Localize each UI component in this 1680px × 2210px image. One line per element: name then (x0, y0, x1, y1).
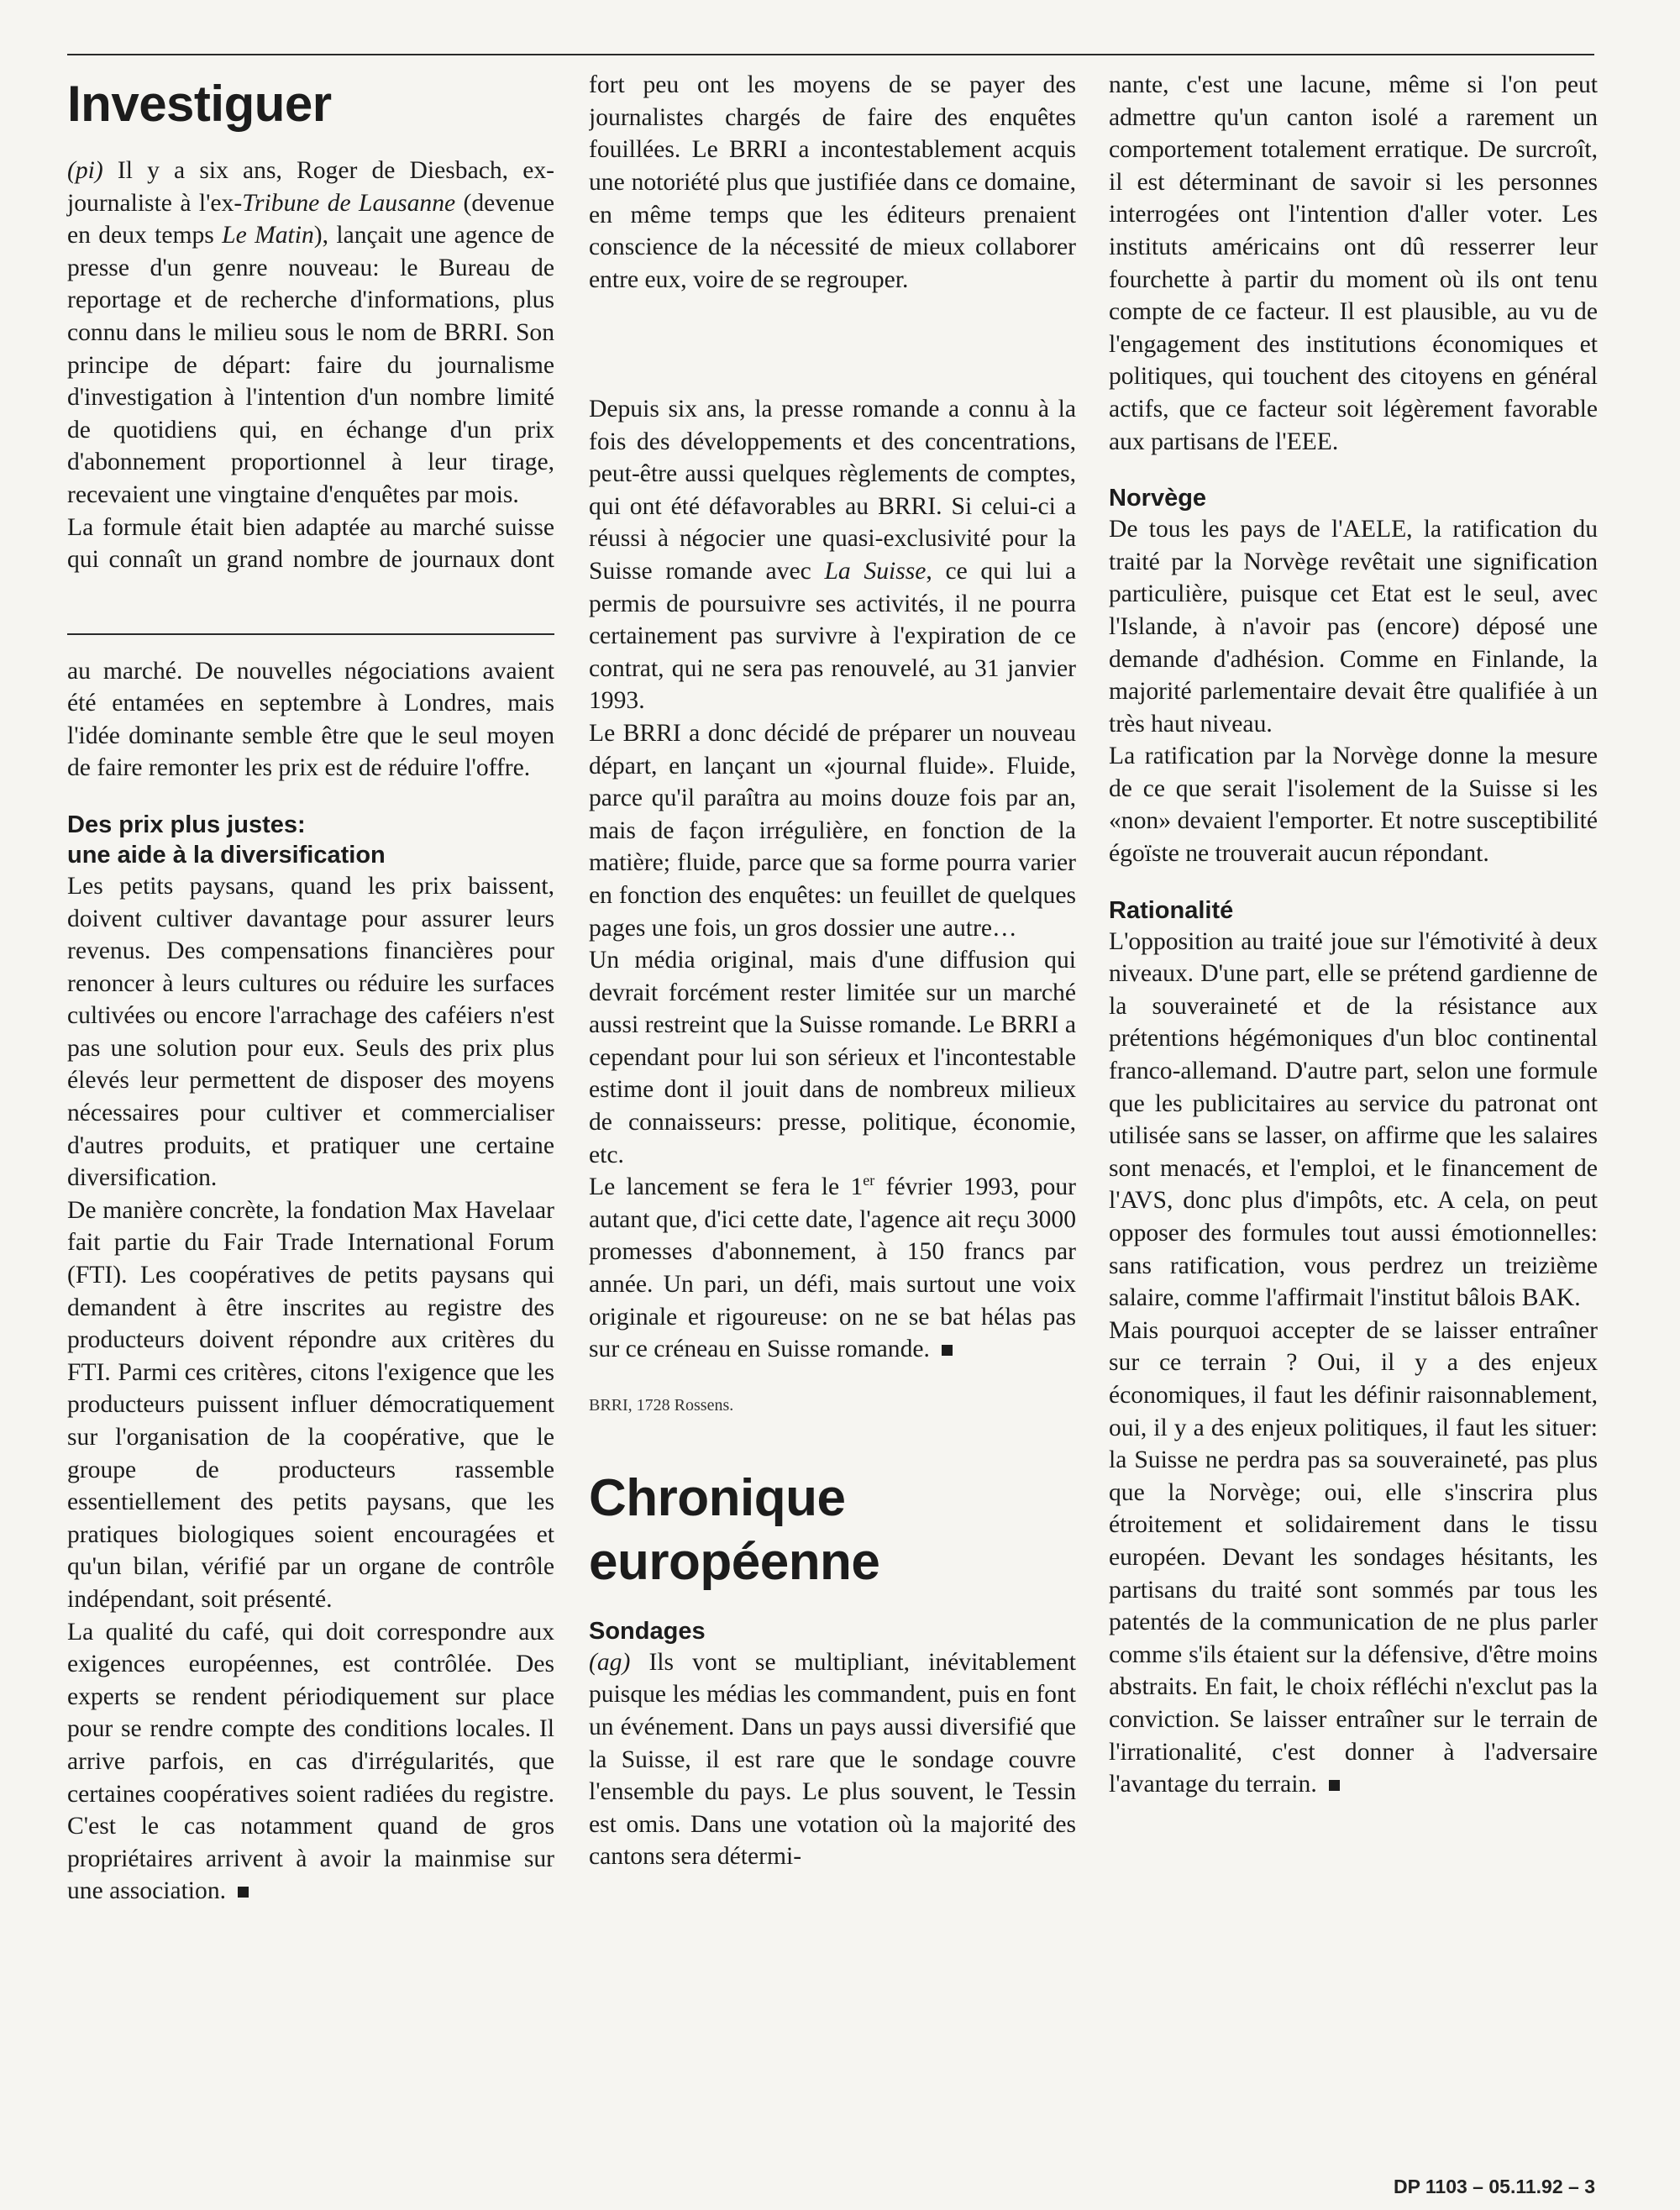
page-folio: DP 1103 – 05.11.92 – 3 (1393, 2176, 1595, 2197)
heading-prix-justes: Des prix plus justes: une aide à la diversification (67, 811, 386, 869)
chronique-paragraph-5: Mais pourquoi accepter de se laisser entraîner sur ce terrain ? Oui, il y a des enjeux économiques, il faut les définir raisonnablement, oui, il y a des enjeux politiques, il faut les situer: la Suisse ne perdra pas sa souveraineté, pas plus que la Norvège; oui, elle s'inscrira plus étroitement et solidairement dans le tissu européen. Devant les sondages hésitants, les partisans du traité sont sommés par tous les patentés de la communication de ne plus parler comme s'ils étaient sur la défensive, d'être moins abstraits. En fait, le choix réfléchi n'exclut pas la conviction. Se laisser entraîner sur le terrain de l'irrationalité, c'est donner à l'adversaire l'avantage du terrain. (1109, 1316, 1598, 1798)
chronique-paragraph-3: La ratification par la Norvège donne la mesure de ce que serait l'isolement de la Suisse si les «non» devaient l'emporter. Et notre susceptibilité égoïste ne trouverait aucun répondant. (1109, 743, 1598, 868)
column-3 (1109, 69, 1598, 1801)
investiguer-paragraph-2-cont: fort peu ont les moyens de se payer des journalistes chargés de faire des enquêtes fouillées. Le BRRI a incontestablement acquis une notoriété plus que justifiée dans ce domaine, en même temps que les éditeurs prenaient conscience de la nécessité de mieux collaborer entre eux, voire de se regrouper. (589, 71, 1076, 293)
investiguer-paragraph-5: Un média original, mais d'une diffusion qui devrait forcément rester limitée sur un marché aussi restreint que la Suisse romande. Le BRRI a cependant pour lui son sérieux et l'incontestable estime dont il jouit dans de nombreux milieux de connaisseurs: presse, politique, économie, etc. (589, 947, 1076, 1168)
cafe-paragraph-4: La qualité du café, qui doit correspondre aux exigences européennes, est contrôlée. Des experts se rendent périodiquement sur place pour se rendre compte des conditions locales. Il arrive parfois, en cas d'irrégularités, que certaines coopératives soient radiées du registre. C'est le cas notamment quand de gros propriétaires arrivent à avoir la mainmise sur une association. (67, 1618, 554, 1905)
column-2 (589, 69, 1076, 1873)
end-mark-icon (1329, 1780, 1340, 1791)
investiguer-paragraph-1: (pi) Il y a six ans, Roger de Diesbach, ex-journaliste à l'ex-Tribune de Lausanne (devenue en deux temps Le Matin), lançait une agence de presse d'un genre nouveau: le Bureau de reportage et de recherche d'informations, plus connu dans le milieu sous le nom de BRRI. Son principe de départ: faire du journalisme d'investigation à l'intention d'un nombre limité de quotidiens qui, en échange d'un prix d'abonnement proportionnel à leur tirage, recevaient une vingtaine d'enquêtes par mois. (67, 157, 555, 508)
chronique-paragraph-1-cont: nante, c'est une lacune, même si l'on peut admettre qu'un canton isolé a rarement un comportement totalement erratique. De surcroît, il est déterminant de savoir si les personnes interrogées ont l'intention d'aller voter. Les instituts américains ont dû resserrer leur fourchette à partir du moment où ils ont tenu compte de ce facteur. Il est plausible, au vu de l'engagement des institutions économiques et politiques, qui touchent des citoyens en général actifs, que ce facteur soit légèrement favorable aux partisans de l'EEE. (1109, 71, 1598, 455)
heading-rationalite: Rationalité (1109, 896, 1234, 924)
byline-ag: (ag) (589, 1648, 631, 1676)
cafe-paragraph-2: Les petits paysans, quand les prix baissent, doivent cultiver davantage pour assurer leurs revenus. Des compensations financières pour renoncer à leurs cultures ou réduire les surfaces cultivées ou encore l'arrachage des caféiers n'est pas une solution pour eux. Seuls des prix plus élevés leur permettent de disposer des moyens nécessaires pour cultiver et commercialiser d'autres produits, et pratiquer une certaine diversification. (67, 872, 554, 1192)
investiguer-paragraph-2-start: La formule était bien adaptée au marché suisse qui connaît un grand nombre de journaux dont (67, 513, 554, 574)
brri-address: BRRI, 1728 Rossens. (589, 1395, 734, 1415)
cafe-paragraph-3: De manière concrète, la fondation Max Havelaar fait partie du Fair Trade International Forum (FTI). Les coopératives de petits paysans qui demandent à être inscrites au registre des producteurs doivent répondre aux critères du FTI. Parmi ces critères, citons l'exigence que les producteurs puissent influer démocratiquement sur l'organisation de la coopérative, que le groupe de producteurs rassemble essentiellement des petits paysans, que les pratiques biologiques soient encouragées et qu'un bilan, vérifié par un organe de contrôle indépendant, soit présenté. (67, 1196, 554, 1613)
investiguer-paragraph-3: Depuis six ans, la presse romande a connu à la fois des développements et des concentrations, peut-être aussi quelques règlements de comptes, qui ont été défavorables au BRRI. Si celui-ci a réussi à négocier une quasi-exclusivité pour la Suisse romande avec La Suisse, ce qui lui a permis de poursuivre ses activités, il ne pourra certainement pas survivre à l'expiration de ce contrat, qui ne sera pas renouvelé, au 31 janvier 1993. (589, 396, 1076, 715)
article-divider (67, 633, 554, 635)
column-1 (67, 69, 554, 1908)
byline-pi: (pi) (67, 157, 103, 184)
article-title-investiguer: Investiguer (67, 76, 332, 132)
investiguer-paragraph-4: Le BRRI a donc décidé de préparer un nouveau départ, en lançant un «journal fluide». Fluide, parce qu'il paraîtra au moins douze fois par an, mais de façon irrégulière, en fonction de la matière; fluide, parce que sa forme pourra varier en fonction des enquêtes: un feuillet de quelques pages une fois, un gros dossier une autre… (589, 719, 1076, 942)
end-mark-icon (942, 1345, 953, 1356)
chronique-paragraph-4: L'opposition au traité joue sur l'émotivité à deux niveaux. D'une part, elle se prétend gardienne de la souveraineté et de la résistance aux prétentions hégémoniques d'un bloc continental franco-allemand. D'autre part, selon une formule que les publicitaires au service du patronat ont utilisée sans se lasser, on affirme que les salaires sont menacés, et l'emploi, et le financement de l'AVS, donc plus d'impôts, etc. A cela, on peut opposer des formules tout aussi émotionnelles: sans ratification, vous perdrez un treizième salaire, comme l'affirmait l'institut bâlois BAK. (1109, 927, 1598, 1312)
top-rule (67, 54, 1594, 55)
cafe-paragraph-1: au marché. De nouvelles négociations avaient été entamées en septembre à Londres, mais l'idée dominante semble être que le seul moyen de faire remonter les prix est de réduire l'offre. (67, 657, 554, 782)
chronique-paragraph-1: (ag) Ils vont se multipliant, inévitablement puisque les médias les commandent, puis en font un événement. Dans un pays aussi diversifié que la Suisse, il est rare que le sondage couvre l'ensemble du pays. Le plus souvent, le Tessin est omis. Dans une votation où la majorité des cantons sera détermi- (589, 1648, 1076, 1871)
end-mark-icon (238, 1887, 249, 1898)
heading-sondages: Sondages (589, 1617, 706, 1645)
article-title-chronique: Chronique européenne (589, 1468, 880, 1591)
chronique-paragraph-2: De tous les pays de l'AELE, la ratification du traité par la Norvège revêtait une signification particulière, puisque cet Etat est le seul, avec l'Islande, à n'avoir pas (encore) déposé une demande d'adhésion. Comme en Finlande, la majorité parlementaire devait être qualifiée à un très haut niveau. (1109, 516, 1598, 738)
heading-norvege: Norvège (1109, 485, 1207, 512)
investiguer-paragraph-6: Le lancement se fera le 1er février 1993, pour autant que, d'ici cette date, l'agence ait reçu 3000 promesses d'abonnement, à 150 francs par année. Un pari, un défi, mais surtout une voix originale et rigoureuse: on ne se bat hélas pas sur ce créneau en Suisse romande. (589, 1172, 1076, 1363)
